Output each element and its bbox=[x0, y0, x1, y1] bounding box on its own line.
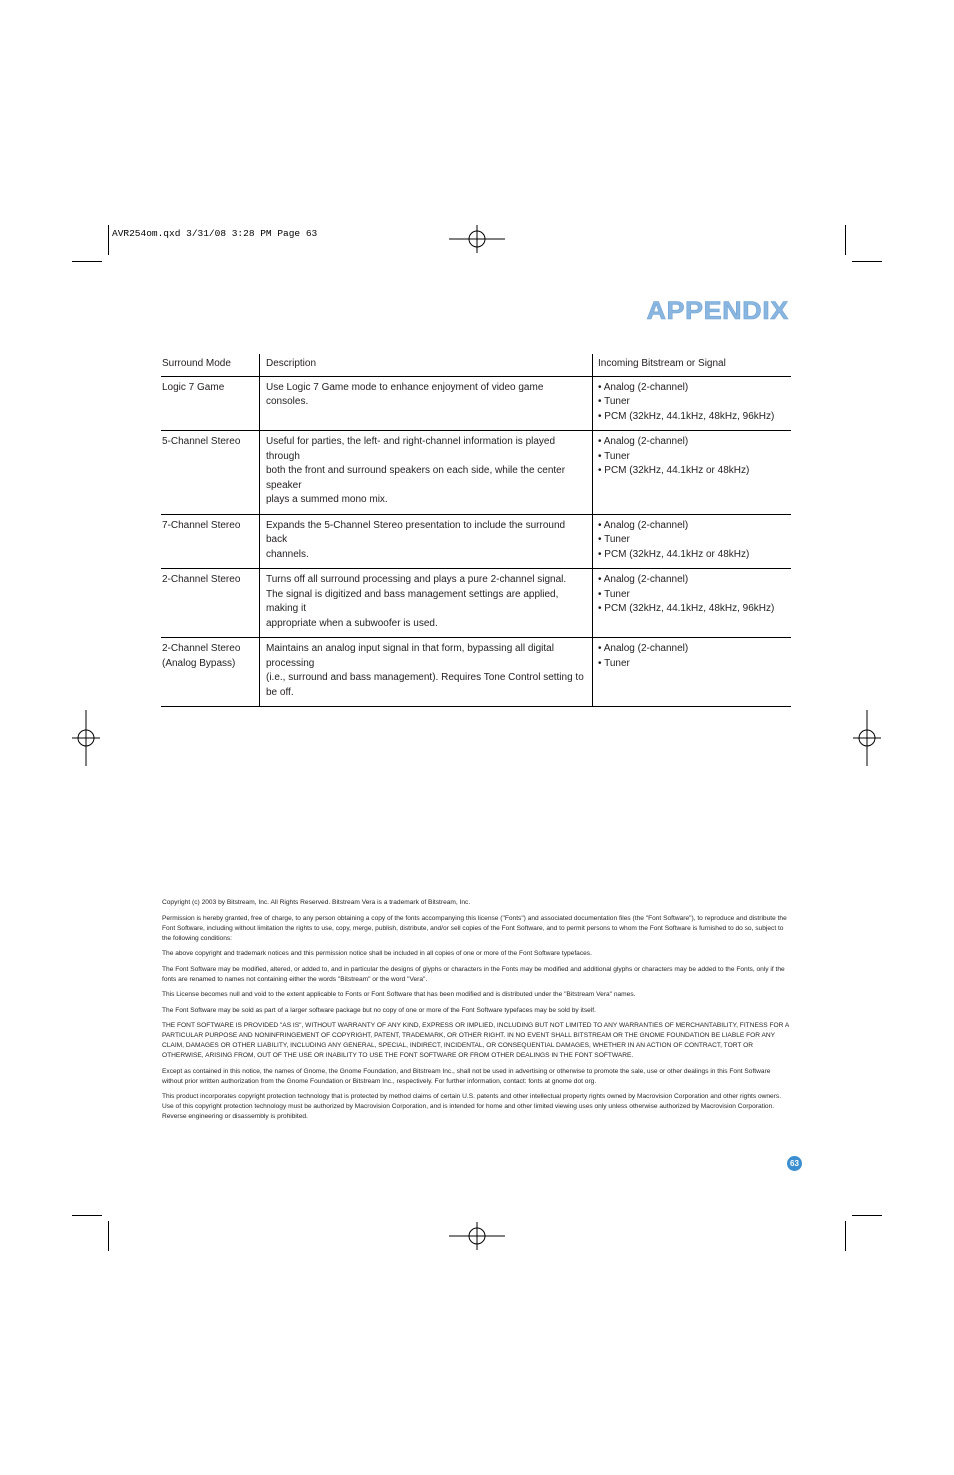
mode-name: 2-Channel Stereo bbox=[162, 643, 241, 654]
signal-item: • PCM (32kHz, 44.1kHz or 48kHz) bbox=[598, 465, 750, 476]
registration-mark-icon bbox=[58, 710, 114, 766]
registration-mark-icon bbox=[449, 215, 505, 271]
crop-mark bbox=[845, 1221, 846, 1251]
legal-notice bbox=[162, 898, 792, 1128]
table-row bbox=[161, 431, 791, 515]
description-line: plays a summed mono mix. bbox=[266, 494, 388, 505]
description-line: appropriate when a subwoofer is used. bbox=[266, 617, 438, 629]
mode-name: 5-Channel Stereo bbox=[162, 436, 241, 447]
description-line: channels. bbox=[266, 548, 309, 560]
legal-paragraph: Except as contained in this notice, the names of Gnome, the Gnome Foundation, and Bitstream Inc., shall not be used in advertising or otherwise to promote the sale, use or other dealings in this Font Software without prior written authorization from the Gnome Foundation or Bitstream Inc., respectively. For further information, contact: fonts at gnome dot org. bbox=[162, 1067, 771, 1085]
description-cell bbox=[260, 638, 593, 707]
crop-mark bbox=[852, 1215, 882, 1216]
registration-mark-icon bbox=[449, 1211, 505, 1267]
column-header: Incoming Bitstream or Signal bbox=[593, 354, 792, 376]
crop-mark bbox=[852, 261, 882, 262]
signal-cell bbox=[593, 638, 792, 707]
table-row bbox=[161, 514, 791, 569]
crop-mark bbox=[72, 1215, 102, 1216]
description-line: Use Logic 7 Game mode to enhance enjoyment of video game consoles. bbox=[266, 381, 544, 407]
registration-mark-icon bbox=[839, 710, 895, 766]
mode-cell bbox=[161, 376, 260, 431]
signal-cell bbox=[593, 569, 792, 638]
table-row bbox=[161, 376, 791, 431]
column-header: Description bbox=[260, 354, 593, 376]
table-row bbox=[161, 638, 791, 707]
signal-item: • PCM (32kHz, 44.1kHz, 48kHz, 96kHz) bbox=[598, 603, 775, 614]
column-header: Surround Mode bbox=[161, 354, 260, 376]
description-cell bbox=[260, 569, 593, 638]
description-line: Useful for parties, the left- and right-channel information is played through bbox=[266, 436, 556, 462]
description-cell bbox=[260, 376, 593, 431]
table-row bbox=[161, 569, 791, 638]
mode-name: 2-Channel Stereo bbox=[162, 574, 241, 585]
crop-mark bbox=[108, 225, 109, 255]
signal-item: • Tuner bbox=[598, 396, 630, 407]
legal-paragraph: THE FONT SOFTWARE IS PROVIDED "AS IS", WITHOUT WARRANTY OF ANY KIND, EXPRESS OR IMPLIED, INCLUDING BUT NOT LIMITED TO ANY WARRANTIES OF MERCHANTABILITY, FITNESS FOR A PARTICULAR PURPOSE AND NONINFRINGEMENT OF COPYRIGHT, PATENT, TRADEMARK, OR OTHER RIGHT. IN NO EVENT SHALL BITSTREAM OR THE GNOME FOUNDATION BE LIABLE FOR ANY CLAIM, DAMAGES OR OTHER LIABILITY, INCLUDING ANY GENERAL, SPECIAL, INDIRECT, INCIDENTAL, OR CONSEQUENTIAL DAMAGES, WHETHER IN AN ACTION OF CONTRACT, TORT OR OTHERWISE, ARISING FROM, OUT OF THE USE OR INABILITY TO USE THE FONT SOFTWARE OR FROM OTHER DEALINGS IN THE FONT SOFTWARE. bbox=[162, 1022, 789, 1059]
signal-item: • Analog (2-channel) bbox=[598, 643, 689, 654]
mode-cell bbox=[161, 569, 260, 638]
signal-item: • Tuner bbox=[598, 450, 630, 462]
signal-item: • Analog (2-channel) bbox=[598, 381, 689, 393]
mode-cell bbox=[161, 638, 260, 707]
legal-paragraph: Copyright (c) 2003 by Bitstream, Inc. All Rights Reserved. Bitstream Vera is a trademark of Bitstream, Inc. bbox=[162, 899, 471, 906]
legal-paragraph: The above copyright and trademark notices and this permission notice shall be included in all copies of one or more of the Font Software typefaces. bbox=[162, 950, 592, 957]
mode-name: Logic 7 Game bbox=[162, 381, 225, 393]
signal-item: • Tuner bbox=[598, 588, 630, 600]
mode-name: (Analog Bypass) bbox=[162, 657, 236, 669]
page-title: APPENDIX bbox=[646, 297, 789, 325]
description-line: Expands the 5-Channel Stereo presentation to include the surround back bbox=[266, 519, 566, 545]
signal-item: • Analog (2-channel) bbox=[598, 519, 689, 531]
signal-item: • Tuner bbox=[598, 657, 630, 669]
signal-cell bbox=[593, 431, 792, 515]
legal-paragraph: This product incorporates copyright protection technology that is protected by method claims of certain U.S. patents and other intellectual property rights owned by Macrovision Corporation and other rights owners. Use of this copyright protection technology must be authorized by Macrovision Corporation, and is intended for home and other limited viewing uses only unless otherwise authorized by Macrovision Corporation. Reverse engineering or disassembly is prohibited. bbox=[162, 1093, 782, 1120]
page-number-badge: 63 bbox=[787, 1156, 802, 1171]
signal-item: • Analog (2-channel) bbox=[598, 574, 689, 585]
legal-paragraph: This License becomes null and void to the extent applicable to Fonts or Font Software that has been modified and is distributed under the "Bitstream Vera" names. bbox=[162, 991, 636, 998]
signal-cell bbox=[593, 376, 792, 431]
signal-item: • PCM (32kHz, 44.1kHz, 48kHz, 96kHz) bbox=[598, 410, 775, 422]
legal-paragraph: The Font Software may be modified, altered, or added to, and in particular the designs of glyphs or characters in the Fonts may be modified and additional glyphs or characters may be added to the Fonts, only if the fonts are renamed to names not containing either the words "Bitstream" or the word "Vera". bbox=[162, 965, 785, 983]
signal-cell bbox=[593, 514, 792, 569]
crop-mark bbox=[108, 1221, 109, 1251]
mode-name: 7-Channel Stereo bbox=[162, 519, 241, 531]
description-cell bbox=[260, 514, 593, 569]
crop-mark bbox=[72, 261, 102, 262]
description-line: Turns off all surround processing and plays a pure 2-channel signal. bbox=[266, 574, 567, 585]
legal-paragraph: The Font Software may be sold as part of a larger software package but no copy of one or more of the Font Software typefaces may be sold by itself. bbox=[162, 1006, 596, 1014]
description-line: (i.e., surround and bass management). Requires Tone Control setting to be off. bbox=[266, 672, 584, 698]
description-line: The signal is digitized and bass management settings are applied, making it bbox=[266, 588, 559, 614]
description-line: both the front and surround speakers on each side, while the center speaker bbox=[266, 465, 566, 491]
mode-cell bbox=[161, 431, 260, 515]
crop-mark bbox=[845, 225, 846, 255]
mode-cell bbox=[161, 514, 260, 569]
signal-item: • Tuner bbox=[598, 534, 630, 545]
surround-mode-table bbox=[161, 354, 791, 707]
slug-line: AVR254om.qxd 3/31/08 3:28 PM Page 63 bbox=[112, 228, 318, 239]
signal-item: • PCM (32kHz, 44.1kHz or 48kHz) bbox=[598, 548, 750, 560]
signal-item: • Analog (2-channel) bbox=[598, 436, 689, 447]
legal-paragraph: Permission is hereby granted, free of charge, to any person obtaining a copy of the fonts accompanying this license ("Fonts") and associated documentation files (the "Font Software"), to reproduce and distribute the Font Software, including without limitation the rights to use, copy, merge, publish, distribute, and/or sell copies of the Font Software, and to permit persons to whom the Font Software is furnished to do so, subject to the following conditions: bbox=[162, 914, 787, 942]
table-header-row bbox=[161, 354, 791, 376]
description-cell bbox=[260, 431, 593, 515]
description-line: Maintains an analog input signal in that form, bypassing all digital processing bbox=[266, 643, 554, 669]
